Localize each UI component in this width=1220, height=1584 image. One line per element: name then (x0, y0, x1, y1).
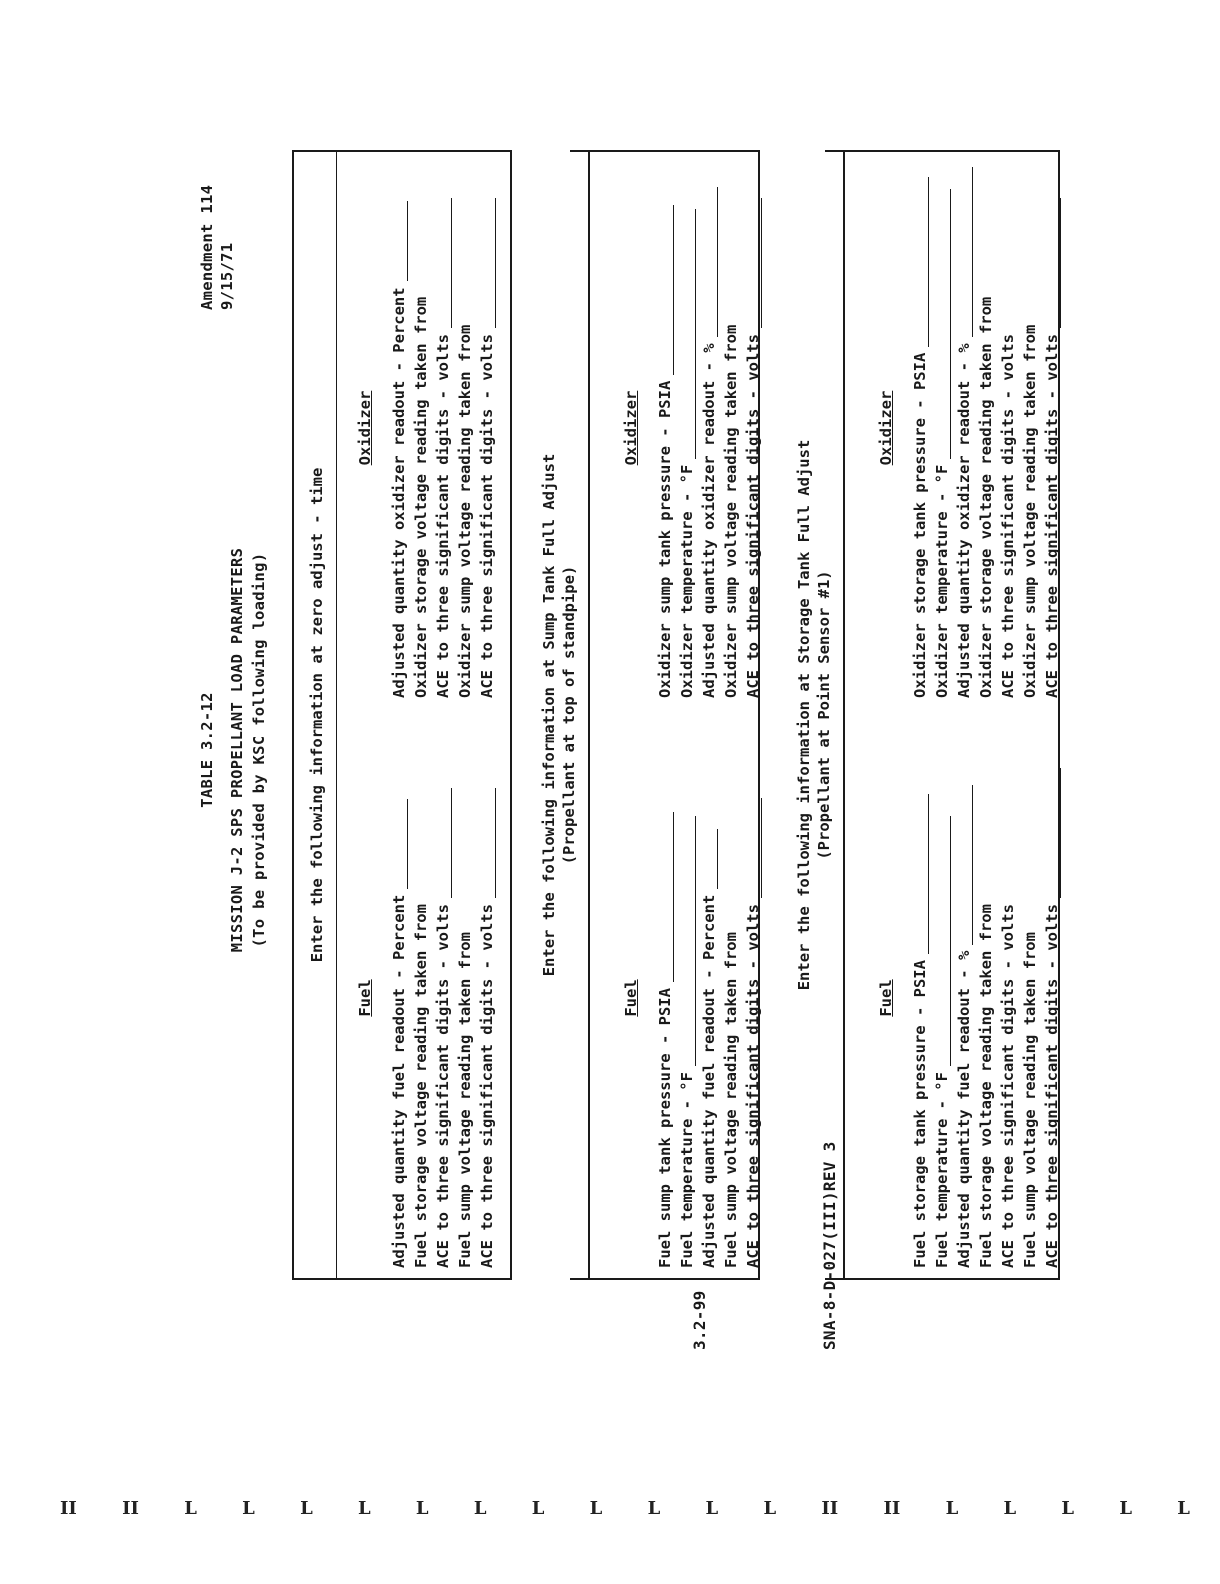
param-label: Oxidizer storage voltage reading taken from (412, 296, 430, 698)
entry-blank[interactable] (703, 829, 718, 889)
entry-blank[interactable] (936, 189, 951, 459)
fuel-heading: Fuel (622, 979, 640, 1017)
entry-blank[interactable] (1046, 198, 1061, 328)
param-label: Fuel storage voltage reading taken from (412, 904, 430, 1268)
entry-blank[interactable] (393, 799, 408, 889)
fuel-column (356, 728, 496, 1268)
param-label: ACE to three significant digits - volts (434, 334, 452, 698)
param-label: Oxidizer sump voltage reading taken from (456, 324, 474, 698)
fuel-column (877, 728, 1061, 1268)
oxidizer-column (622, 158, 762, 698)
oxidizer-heading: Oxidizer (877, 390, 895, 466)
param-label: Adjusted quantity fuel readout - Percent (700, 894, 718, 1268)
entry-blank[interactable] (659, 812, 674, 982)
scan-mark: L (945, 1498, 959, 1519)
param-label: Adjusted quantity oxidizer readout - % (700, 343, 718, 698)
entry-blank[interactable] (936, 816, 951, 1066)
scan-mark: L (1061, 1498, 1075, 1519)
scan-mark: L (1003, 1498, 1017, 1519)
param-label: Adjusted quantity fuel readout - % (955, 950, 973, 1268)
page-number: 3.2-99 (690, 1290, 709, 1350)
scan-mark: L (1177, 1498, 1190, 1519)
rotated-page (170, 70, 1170, 1430)
section-intro: Enter the following information at zero adjust - time (308, 467, 326, 963)
table-number: TABLE 3.2-12 (198, 692, 216, 808)
entry-blank[interactable] (747, 798, 762, 898)
param-label: Fuel temperature - °F (933, 1072, 951, 1268)
scan-mark: L (357, 1498, 371, 1519)
scan-mark: L (763, 1498, 777, 1519)
entry-blank[interactable] (681, 816, 696, 1066)
oxidizer-column (877, 158, 1061, 698)
param-label: Fuel temperature - °F (678, 1072, 696, 1268)
document-id: SNA-8-D-027(III)REV 3 (820, 1141, 839, 1350)
param-label: Adjusted quantity oxidizer readout - Percent (390, 287, 408, 698)
param-label: ACE to three significant digits - volts (478, 334, 496, 698)
scan-mark: L (531, 1498, 545, 1519)
scan-mark: II (821, 1498, 839, 1519)
entry-blank[interactable] (659, 205, 674, 375)
entry-blank[interactable] (681, 209, 696, 459)
scan-mark: L (242, 1498, 255, 1519)
table-subtitle: (To be provided by KSC following loading) (250, 552, 268, 948)
param-label: ACE to three significant digits - volts (434, 904, 452, 1268)
fuel-heading: Fuel (356, 979, 374, 1017)
scan-mark: II (122, 1498, 139, 1519)
scan-mark: II (883, 1498, 901, 1519)
scan-mark: L (473, 1498, 487, 1519)
scan-mark: II (60, 1498, 77, 1519)
scan-mark: L (589, 1498, 603, 1519)
param-label: Fuel sump voltage reading taken from (722, 932, 740, 1268)
entry-blank[interactable] (481, 198, 496, 328)
entry-blank[interactable] (958, 167, 973, 337)
scan-mark: L (1119, 1498, 1132, 1519)
section-intro-note: (Propellant at top of standpipe) (560, 565, 578, 865)
entry-blank[interactable] (393, 201, 408, 281)
param-label: Fuel storage voltage reading taken from (977, 904, 995, 1268)
entry-blank[interactable] (703, 187, 718, 337)
table-title: MISSION J-2 SPS PROPELLANT LOAD PARAMETERS (228, 547, 246, 953)
fuel-column (622, 728, 762, 1268)
param-label: ACE to three significant digits - volts (999, 334, 1017, 698)
param-label: Oxidizer sump voltage reading taken from (1021, 324, 1039, 698)
amendment-date: 9/15/71 (218, 242, 236, 310)
section-sump-tank-full (540, 150, 762, 1280)
oxidizer-heading: Oxidizer (622, 390, 640, 466)
scan-mark: L (647, 1498, 661, 1519)
param-label: Fuel sump voltage reading taken from (456, 932, 474, 1268)
section-intro-note: (Propellant at Point Sensor #1) (815, 570, 833, 860)
entry-blank[interactable] (437, 198, 452, 328)
param-label: Oxidizer storage tank pressure - PSIA (911, 352, 929, 698)
param-label: Adjusted quantity oxidizer readout - % (955, 343, 973, 698)
amendment-label: Amendment 114 (198, 184, 216, 310)
oxidizer-column (356, 158, 496, 698)
section-intro: Enter the following information at Storage Tank Full Adjust (795, 439, 813, 991)
entry-blank[interactable] (914, 177, 929, 347)
section-zero-adjust (292, 150, 512, 1280)
entry-blank[interactable] (958, 785, 973, 945)
param-label: ACE to three significant digits - volts (1043, 904, 1061, 1268)
param-label: Oxidizer storage voltage reading taken from (977, 296, 995, 698)
scan-mark: L (705, 1498, 719, 1519)
param-label: ACE to three significant digits - volts (478, 904, 496, 1268)
scan-mark: L (415, 1498, 429, 1519)
entry-blank[interactable] (1046, 768, 1061, 898)
param-label: Fuel sump tank pressure - PSIA (656, 988, 674, 1268)
param-label: Oxidizer sump voltage reading taken from (722, 324, 740, 698)
param-label: ACE to three significant digits - volts (744, 904, 762, 1268)
param-label: Adjusted quantity fuel readout - Percent (390, 894, 408, 1268)
param-label: Oxidizer temperature - °F (933, 464, 951, 698)
param-label: Fuel storage tank pressure - PSIA (911, 960, 929, 1268)
param-label: Fuel sump voltage reading taken from (1021, 932, 1039, 1268)
param-label: ACE to three significant digits - volts (999, 904, 1017, 1268)
oxidizer-heading: Oxidizer (356, 390, 374, 466)
scan-mark: L (300, 1498, 313, 1519)
entry-blank[interactable] (747, 198, 762, 328)
param-label: ACE to three significant digits - volts (1043, 334, 1061, 698)
entry-blank[interactable] (481, 788, 496, 898)
entry-blank[interactable] (914, 794, 929, 954)
param-label: Oxidizer sump tank pressure - PSIA (656, 380, 674, 698)
scan-edge-marks (60, 1498, 1190, 1519)
fuel-heading: Fuel (877, 979, 895, 1017)
param-label: Oxidizer temperature - °F (678, 464, 696, 698)
param-label: ACE to three significant digits - volts (744, 334, 762, 698)
section-intro: Enter the following information at Sump Tank Full Adjust (540, 453, 558, 977)
entry-blank[interactable] (437, 788, 452, 898)
scan-mark: L (184, 1498, 197, 1519)
